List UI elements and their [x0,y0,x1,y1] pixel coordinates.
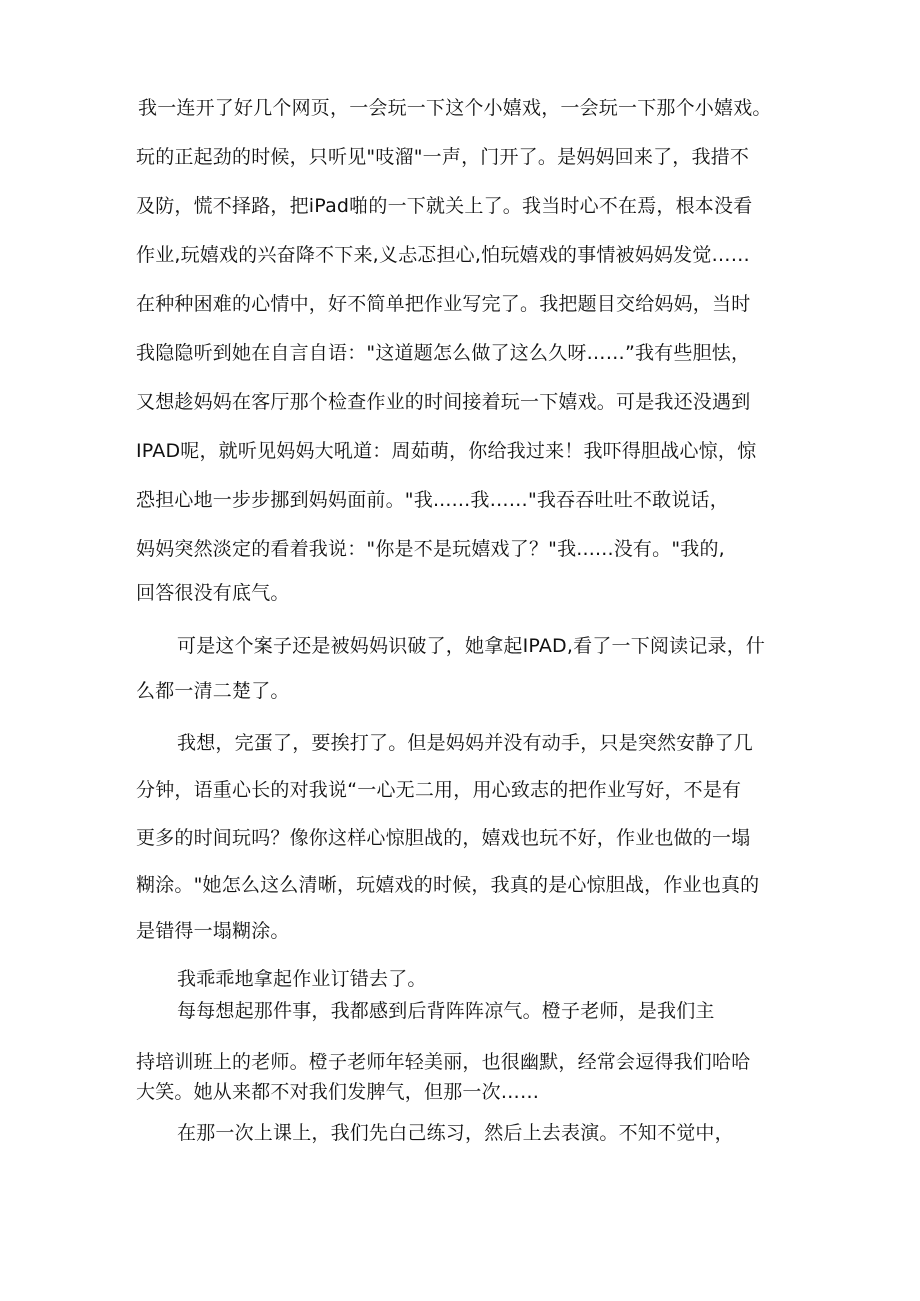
text-line: 可是这个案子还是被妈妈识破了，她拿起IPAD,看了一下阅读记录，什 [177,635,766,657]
text-line: 在那一次上课上，我们先白己练习，然后上去表演。不知不觉中， [177,1122,734,1144]
text-line: 我一连开了好几个网页，一会玩一下这个小嬉戏，一会玩一下那个小嬉戏。 [138,97,772,119]
text-line: 作业,玩嬉戏的兴奋降不下来,义忐忑担心,怕玩嬉戏的事情被妈妈发觉…… [136,244,750,266]
text-line: 在种种困难的心情中，好不简单把作业写完了。我把题目交给妈妈，当时 [136,293,751,315]
text-line: 大笑。她从来都不对我们发脾气，但那一次…… [136,1081,540,1103]
text-line: 及防，慌不择路，把iPad啪的一下就关上了。我当时心不在焉，根本没看 [136,195,753,217]
text-line: 是错得一塌糊涂。 [136,920,290,942]
text-line: 持培训班上的老师。橙子老师年轻美丽，也很幽默，经常会逗得我们哈哈 [136,1051,751,1073]
text-line: 分钟，语重心长的对我说“一心无二用，用心致志的把作业写好，不是有 [136,779,742,801]
text-line: 么都一清二楚了。 [136,680,290,702]
text-line: 我乖乖地拿起作业订错去了。 [177,968,427,990]
text-line: 糊涂。"她怎么这么清晰，玩嬉戏的时候，我真的是心惊胆战，作业也真的 [136,874,760,896]
text-line: 每每想起那件事，我都感到后背阵阵凉气。橙子老师，是我们主 [177,1000,715,1022]
text-line: 回答很没有底气。 [136,582,290,604]
text-line: IPAD呢，就听见妈妈大吼道：周茹萌，你给我过来！我吓得胆战心惊，惊 [136,440,757,462]
text-line: 又想趁妈妈在客厅那个检查作业的时间接着玩一下嬉戏。可是我还没遇到 [136,391,751,413]
text-line: 玩的正起劲的时候，只听见"吱溜"一声，门开了。是妈妈回来了，我措不 [136,146,750,168]
text-line: 妈妈突然淡定的看着我说："你是不是玩嬉戏了？"我......没有。"我的, [136,538,725,560]
text-line: 我隐隐听到她在自言自语："这道题怎么做了这么久呀……”我有些胆怯， [136,342,751,364]
text-line: 更多的时间玩吗？像你这样心惊胆战的，嬉戏也玩不好，作业也做的一塌 [136,827,751,849]
text-line: 恐担心地一步步挪到妈妈面前。"我......我……"我吞吞吐吐不敢说话， [136,489,729,511]
text-line: 我想，完蛋了，要挨打了。但是妈妈并没有动手，只是突然安静了几 [177,732,754,754]
